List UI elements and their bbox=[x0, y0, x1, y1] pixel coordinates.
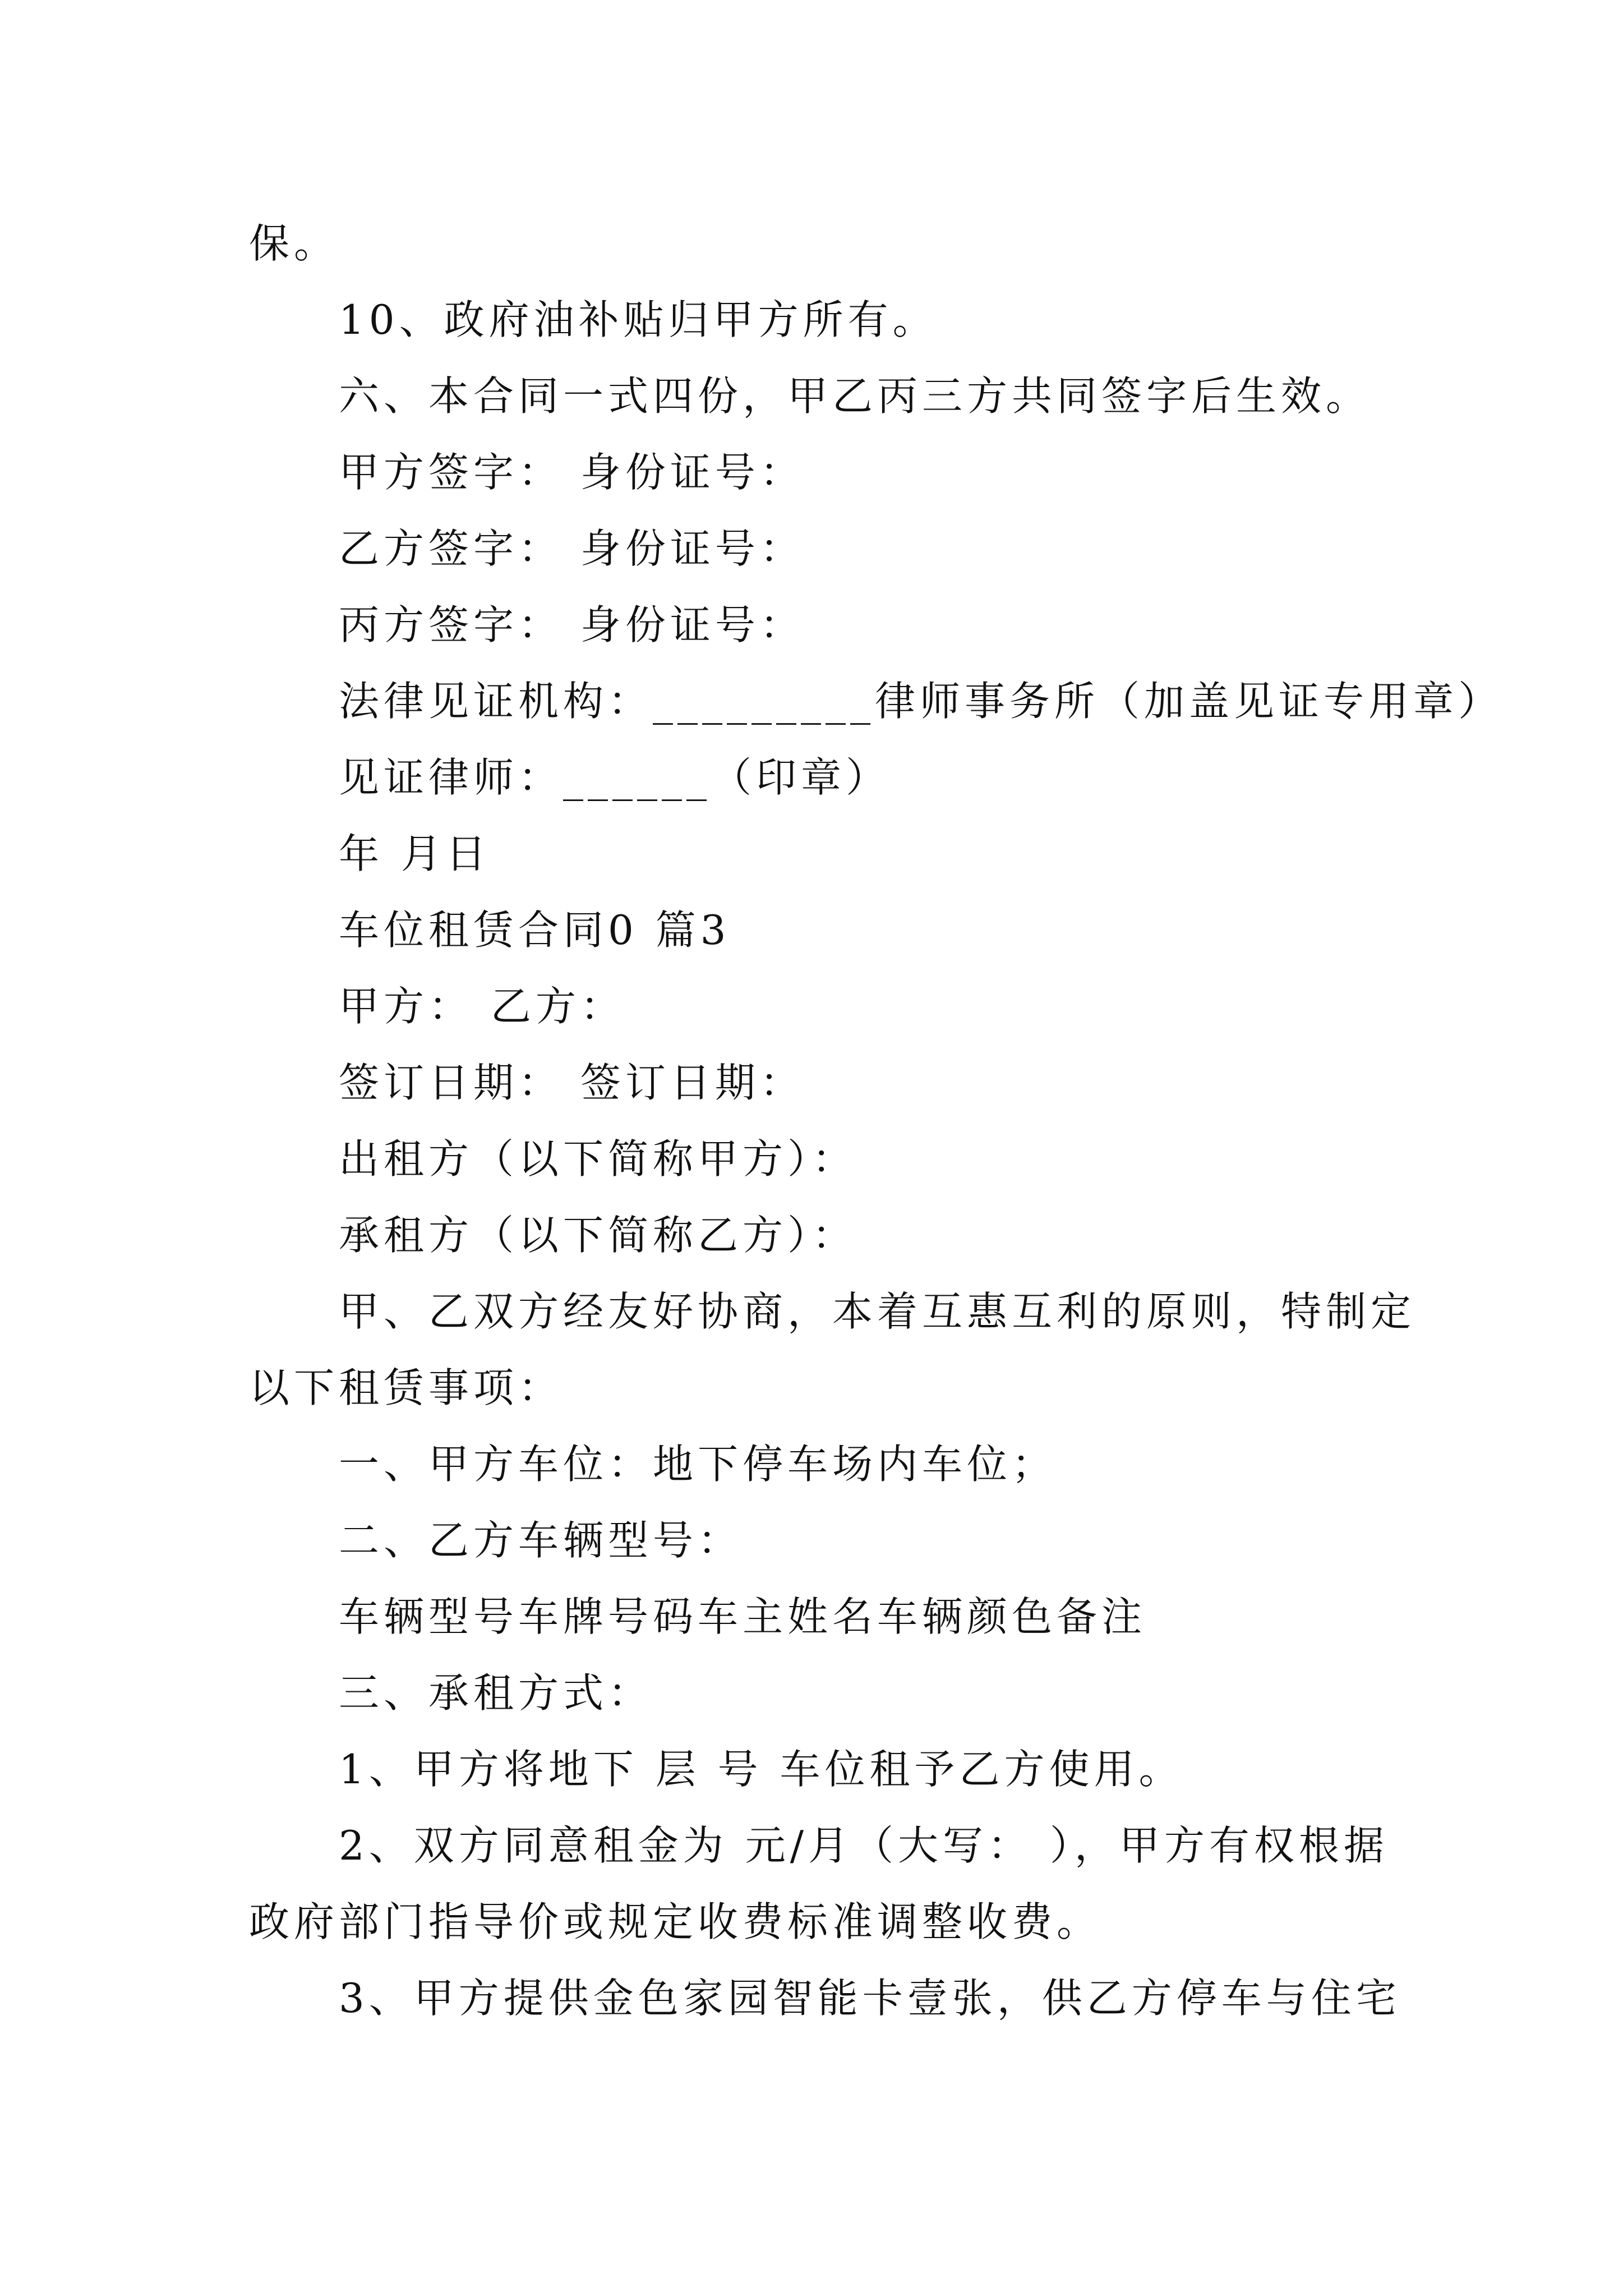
text-line: 政府部门指导价或规定收费标准调整收费。 bbox=[249, 1898, 1102, 1945]
text-line: 签订日期： 签订日期： bbox=[339, 1059, 805, 1106]
text-line: 车辆型号车牌号码车主姓名车辆颜色备注 bbox=[339, 1593, 1147, 1640]
text-line: 10、政府油补贴归甲方所有。 bbox=[339, 296, 938, 343]
text-line: 1、甲方将地下 层 号 车位租予乙方使用。 bbox=[339, 1746, 1184, 1793]
text-line: 出租方（以下简称甲方）： bbox=[339, 1135, 857, 1182]
text-line: 保。 bbox=[249, 220, 339, 267]
text-line: 车位租赁合同0 篇3 bbox=[339, 907, 731, 954]
text-line: 二、乙方车辆型号： bbox=[339, 1517, 743, 1564]
text-line: 3、甲方提供金色家园智能卡壹张，供乙方停车与住宅 bbox=[339, 1975, 1401, 2022]
text-line: 甲方： 乙方： bbox=[339, 983, 625, 1030]
text-line: 2、双方同意租金为 元/月（大写： ），甲方有权根据 bbox=[339, 1822, 1389, 1869]
text-line: 年 月日 bbox=[339, 830, 491, 877]
text-line: 一、甲方车位：地下停车场内车位； bbox=[339, 1441, 1057, 1488]
text-line: 甲方签字： 身份证号： bbox=[339, 449, 805, 496]
text-line: 乙方签字： 身份证号： bbox=[339, 525, 805, 572]
text-line: 法律见证机构：_________律师事务所（加盖见证专用章） bbox=[339, 678, 1504, 725]
text-line: 丙方签字： 身份证号： bbox=[339, 601, 805, 648]
text-line: 承租方（以下简称乙方）： bbox=[339, 1212, 857, 1259]
text-line: 三、承租方式： bbox=[339, 1669, 653, 1717]
text-line: 甲、乙双方经友好协商，本着互惠互利的原则，特制定 bbox=[339, 1288, 1416, 1335]
text-line: 六、本合同一式四份，甲乙丙三方共同签字后生效。 bbox=[339, 372, 1371, 420]
text-line: 见证律师：______（印章） bbox=[339, 754, 891, 801]
text-line: 以下租赁事项： bbox=[249, 1364, 564, 1411]
